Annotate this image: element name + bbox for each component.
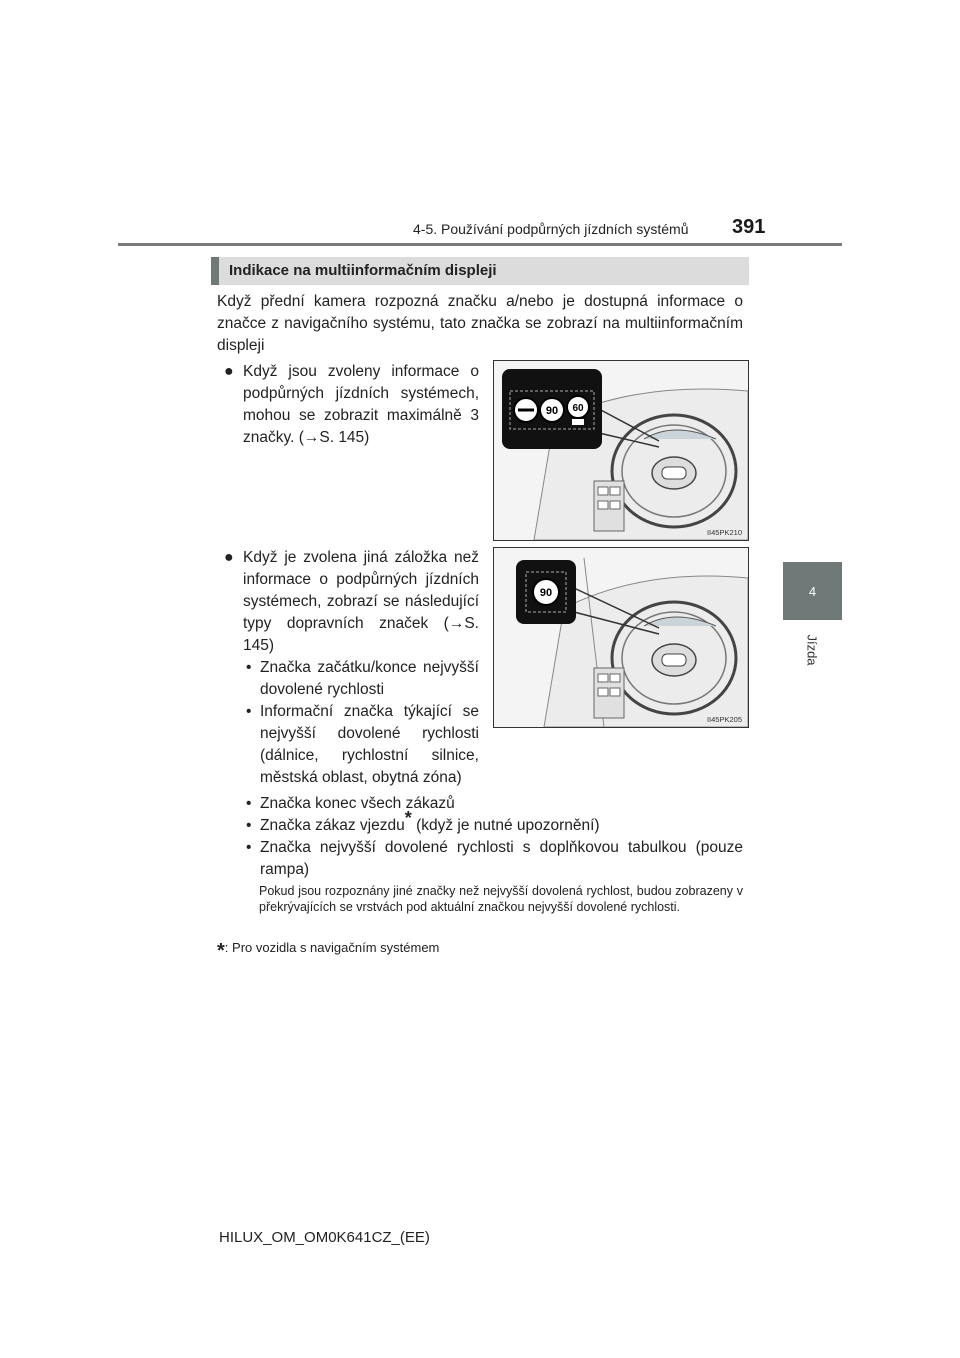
section-box: [211, 257, 749, 285]
sub-item: [243, 701, 479, 789]
sub-item-text: Informační značka týkající se nejvyšší dovolené rychlosti (dálnice, rychlostní silnice, městská oblast, obytná zóna): [260, 703, 479, 786]
sub-item: [243, 807, 743, 837]
sub-item-text: Značka začátku/konce nejvyšší dovolené rychlosti: [260, 659, 479, 698]
dashboard-illustration: [494, 361, 748, 540]
chapter-label: [796, 625, 828, 675]
sub-item: [243, 793, 743, 815]
bullet-text: Když jsou zvoleny informace o podpůrných jízdních systémech, mohou se zobrazit maximálně 3 značky. (→S. 145): [243, 363, 479, 446]
bullet-dot-icon: ●: [224, 549, 234, 566]
sub-bullet-icon: •: [246, 659, 252, 676]
header-rule: [118, 243, 842, 246]
speed-sign-value: 60: [572, 403, 584, 414]
chapter-label-text: Jízda: [804, 634, 820, 666]
figure-dashboard-three-signs: [493, 360, 749, 541]
sub-item: [243, 837, 743, 881]
asterisk-mark: *: [404, 807, 412, 828]
figure-dashboard-one-sign: [493, 547, 749, 728]
intro-paragraph: Když přední kamera rozpozná značku a/nebo je dostupná informace o značce z navigačního systému, tato značka se zobrazí na multiinformačním displeji: [217, 293, 743, 354]
figure-code: II45PK205: [706, 715, 742, 724]
sub-bullet-icon: •: [246, 795, 252, 812]
footnote: [217, 940, 439, 963]
chapter-tab: 4: [783, 562, 842, 620]
sub-item: [243, 657, 479, 701]
section-title: 4-5. Používání podpůrných jízdních systémů: [413, 221, 689, 237]
dashboard-illustration: [494, 548, 748, 727]
sub-bullet-icon: •: [246, 703, 252, 720]
footnote-asterisk: *: [217, 940, 225, 962]
bullet-item: [226, 547, 479, 789]
sub-bullet-icon: •: [246, 817, 252, 834]
sub-item-text: Značka nejvyšší dovolené rychlosti s doplňkovou tabulkou (pouze rampa): [260, 839, 743, 878]
sub-list-wide: [243, 793, 743, 881]
footnote-text: : Pro vozidla s navigačním systémem: [224, 940, 440, 955]
sub-item-suffix: (když je nutné upozornění): [411, 817, 600, 834]
page-number: 391: [732, 216, 766, 238]
sub-bullet-icon: •: [246, 839, 252, 856]
bullet-item: [226, 361, 479, 449]
section-box-title: Indikace na multiinformačním displeji: [229, 262, 497, 279]
speed-sign-value: 90: [539, 587, 553, 599]
bullet-dot-icon: ●: [224, 363, 234, 380]
speed-sign-value: 90: [545, 405, 559, 417]
bullet-text: Když je zvolena jiná záložka než informace o podpůrných jízdních systémech, zobrazí se následující typy dopravních značek (→S. 145): [243, 549, 479, 654]
figure-code: II45PK210: [706, 528, 742, 537]
document-code: HILUX_OM_OM0K641CZ_(EE): [219, 1229, 430, 1246]
sub-item-text: Značka zákaz vjezdu: [260, 817, 405, 834]
sub-list-narrow: [243, 657, 479, 789]
sub-item-text: Značka konec všech zákazů: [260, 795, 455, 812]
note-paragraph: Pokud jsou rozpoznány jiné značky než nejvyšší dovolená rychlost, budou zobrazeny v překrývajících se vrstvách pod aktuální značkou nejvyšší dovolené rychlosti.: [259, 884, 743, 914]
